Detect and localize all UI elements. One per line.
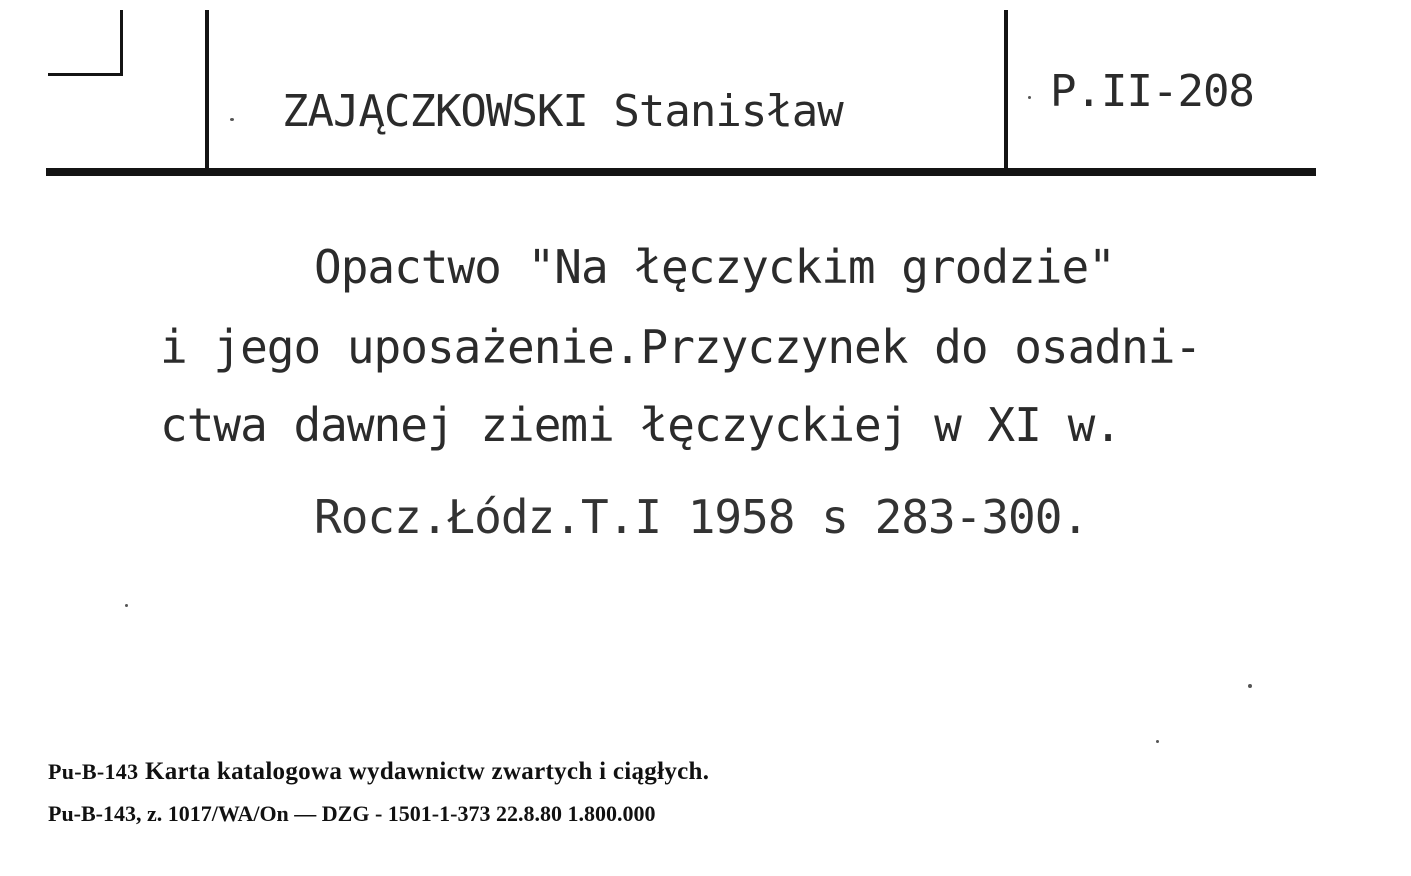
header-rule — [46, 168, 1316, 176]
header-divider-right — [1004, 10, 1008, 168]
corner-tick-horizontal — [48, 73, 123, 76]
form-footer-line-1 — [48, 758, 709, 786]
form-footer-line-2: Pu-B-143, z. 1017/WA/On — DZG - 1501-1-373 22.8.80 1.800.000 — [48, 801, 656, 826]
scan-speck — [125, 604, 128, 607]
title-line: i jego uposażenie.Przyczynek do osadni- — [160, 320, 1202, 374]
scan-speck — [1248, 684, 1252, 688]
scan-speck — [1156, 740, 1159, 743]
corner-tick-vertical — [120, 10, 123, 76]
author-name: ZAJĄCZKOWSKI Stanisław — [282, 86, 843, 137]
call-number: P.II-208 — [1050, 66, 1254, 117]
title-line: Opactwo "Na łęczyckim grodzie" — [314, 240, 1115, 294]
scan-speck — [1028, 96, 1031, 99]
title-line: ctwa dawnej ziemi łęczyckiej w XI w. — [160, 398, 1121, 452]
source-citation: Rocz.Łódz.T.I 1958 s 283-300. — [314, 490, 1089, 544]
header-divider-left — [205, 10, 209, 168]
form-code: Pu-B-143 — [48, 759, 139, 784]
form-description: Karta katalogowa wydawnictw zwartych i ciągłych. — [144, 758, 710, 785]
scan-speck — [230, 118, 234, 121]
